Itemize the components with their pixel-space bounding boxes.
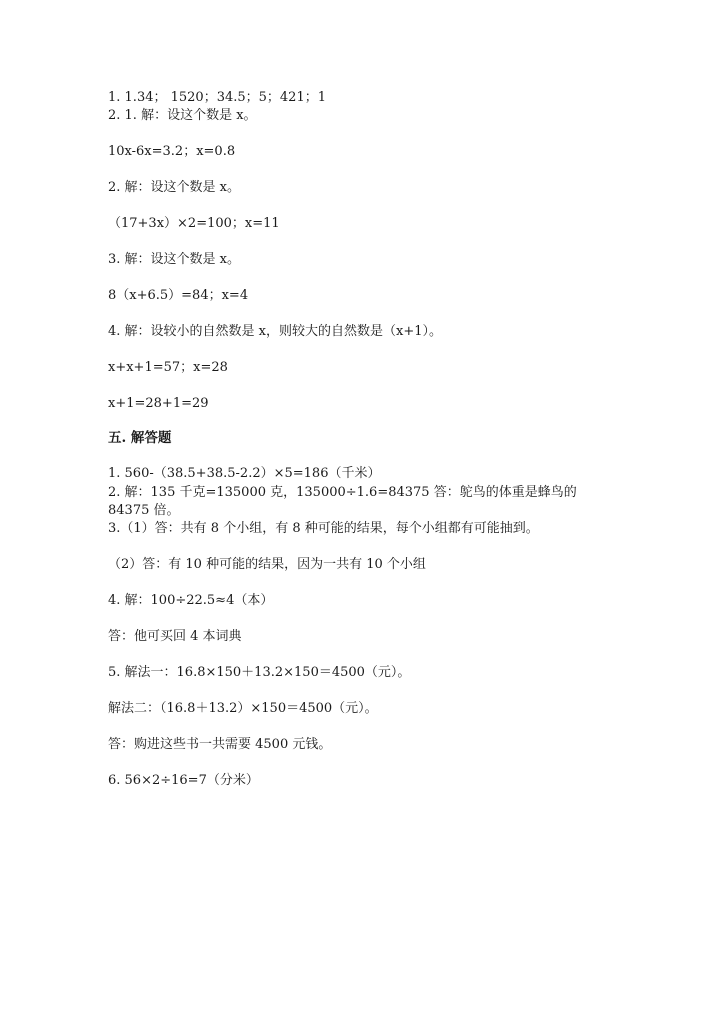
answer-line: x+1=28+1=29 bbox=[108, 396, 209, 411]
solution-line: 6. 56×2÷16=7（分米） bbox=[108, 773, 259, 788]
solution-line: 4. 解：100÷22.5≈4（本） bbox=[108, 593, 274, 608]
answer-line: （17+3x）×2=100；x=11 bbox=[108, 216, 280, 231]
answer-line: 3. 解：设这个数是 x。 bbox=[108, 252, 240, 267]
solution-line: 3.（1）答：共有 8 个小组，有 8 种可能的结果，每个小组都有可能抽到。 bbox=[108, 521, 539, 536]
solution-line: 答：他可买回 4 本词典 bbox=[108, 629, 242, 644]
solution-line: 2. 解：135 千克=135000 克，135000÷1.6=84375 答：鸵鸟的体重是蜂鸟的 bbox=[108, 485, 577, 500]
answer-line: 2. 解：设这个数是 x。 bbox=[108, 180, 240, 195]
answer-line: 2. 1. 解：设这个数是 x。 bbox=[108, 108, 257, 123]
answer-line: 4. 解：设较小的自然数是 x，则较大的自然数是（x+1）。 bbox=[108, 324, 442, 339]
answer-line: 1. 1.34； 1520；34.5；5；421；1 bbox=[108, 90, 326, 105]
solution-line: （2）答：有 10 种可能的结果，因为一共有 10 个小组 bbox=[108, 557, 426, 572]
answer-line: 8（x+6.5）=84；x=4 bbox=[108, 288, 249, 303]
solution-line: 84375 倍。 bbox=[108, 503, 180, 518]
solution-line: 1. 560-（38.5+38.5-2.2）×5=186（千米） bbox=[108, 466, 381, 481]
solution-line: 答：购进这些书一共需要 4500 元钱。 bbox=[108, 737, 332, 752]
solution-line: 解法二：（16.8＋13.2）×150＝4500（元）。 bbox=[108, 701, 378, 716]
solution-line: 5. 解法一：16.8×150＋13.2×150＝4500（元）。 bbox=[108, 665, 411, 680]
answer-line: x+x+1=57；x=28 bbox=[108, 360, 228, 375]
section-title: 五. 解答题 bbox=[108, 430, 172, 446]
answer-line: 10x-6x=3.2；x=0.8 bbox=[108, 144, 236, 159]
